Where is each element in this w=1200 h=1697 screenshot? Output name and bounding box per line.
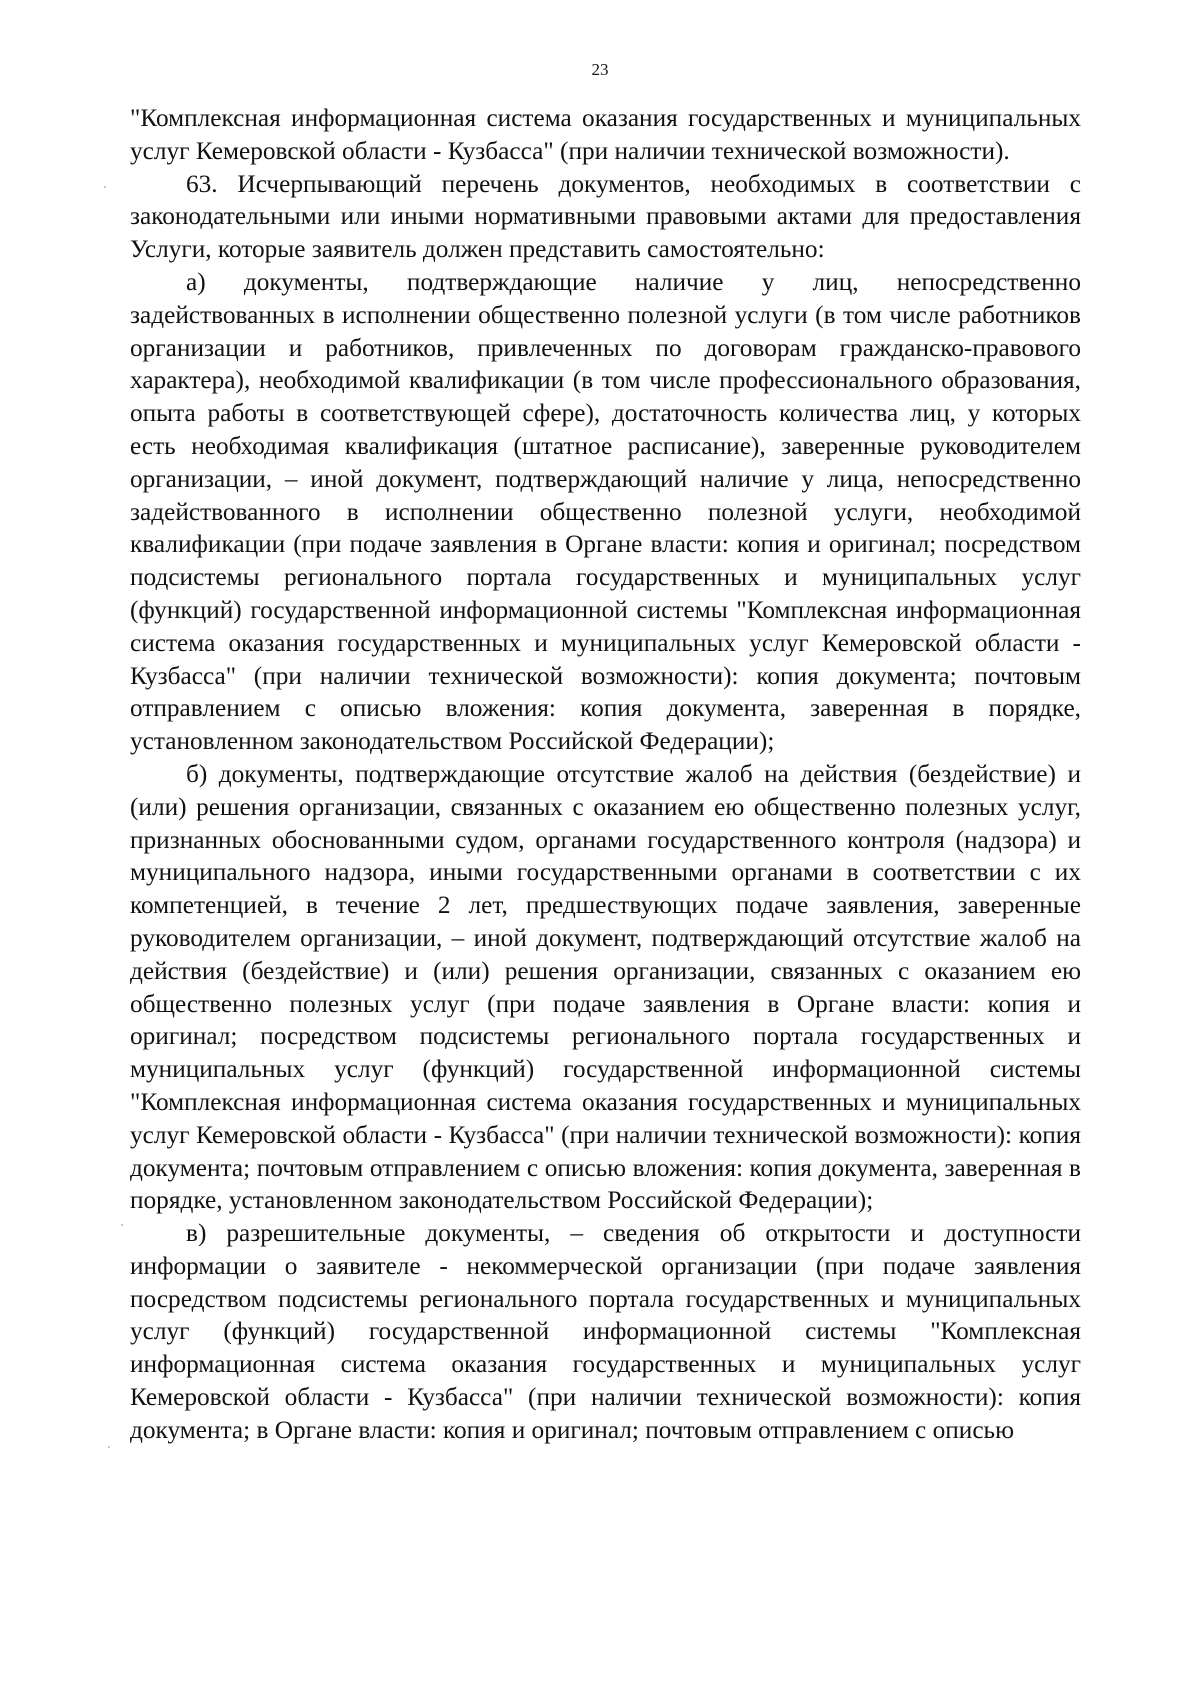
paragraph-subitem-b: б) документы, подтверждающие отсутствие жалоб на действия (бездействие) и (или) решения организации, связанных с оказанием ею общественно полезных услуг, признанных обоснованными судом, органами государственного контроля (надзора) и муниципального надзора, иными государственными органами в соответствии с их компетенцией, в течение 2 лет, предшествующих подаче заявления, заверенные руководителем организации, – иной документ, подтверждающий отсутствие жалоб на действия (бездействие) и (или) решения организации, связанных с оказанием ею общественно полезных услуг (при подаче заявления в Органе власти: копия и оригинал; посредством подсистемы регионального портала государственных и муниципальных услуг (функций) государственной информационной системы "Комплексная информационная система оказания государственных и муниципальных услуг Кемеровской области - Кузбасса" (при наличии технической возможности): копия документа; почтовым отправлением с описью вложения: копия документа, заверенная в порядке, установленном законодательством Российской Федерации); xyxy=(130,759,1081,1215)
paragraph-subitem-a: а) документы, подтверждающие наличие у лиц, непосредственно задействованных в исполнении общественно полезной услуги (в том числе работников организации и работников, привлеченных по договорам гражданско-правового характера), необходимой квалификации (в том числе профессионального образования, опыта работы в соответствующей сфере), достаточность количества лиц, у которых есть необходимая квалификация (штатное расписание), заверенные руководителем организации, – иной документ, подтверждающий наличие у лица, непосредственно задействованного в исполнении общественно полезной услуги, необходимой квалификации (при подаче заявления в Органе власти: копия и оригинал; посредством подсистемы регионального портала государственных и муниципальных услуг (функций) государственной информационной системы "Комплексная информационная система оказания государственных и муниципальных услуг Кемеровской области - Кузбасса" (при наличии технической возможности): копия документа; почтовым отправлением с описью вложения: копия документа, заверенная в порядке, установленном законодательством Российской Федерации); xyxy=(130,267,1081,756)
paragraph-continuation: "Комплексная информационная система оказания государственных и муниципальных услуг Кемеровской области - Кузбасса" (при наличии технической возможности). xyxy=(130,104,1081,165)
paragraph-item-63: 63. Исчерпывающий перечень документов, необходимых в соответствии с законодательными или иными нормативными правовыми актами для предоставления Услуги, которые заявитель должен представить самостоятельно: xyxy=(130,169,1081,264)
paragraph-subitem-v: в) разрешительные документы, – сведения об открытости и доступности информации о заявителе - некоммерческой организации (при подаче заявления посредством подсистемы регионального портала государственных и муниципальных услуг (функций) государственной информационной системы "Комплексная информационная система оказания государственных и муниципальных услуг Кемеровской области - Кузбасса" (при наличии технической возможности): копия документа; в Органе власти: копия и оригинал; почтовым отправлением с описью xyxy=(130,1219,1081,1444)
scan-speck xyxy=(108,1446,110,1448)
scan-speck xyxy=(104,186,106,188)
document-body xyxy=(130,102,1081,1447)
scan-speck xyxy=(121,1224,123,1226)
page-number: 23 xyxy=(591,60,609,79)
